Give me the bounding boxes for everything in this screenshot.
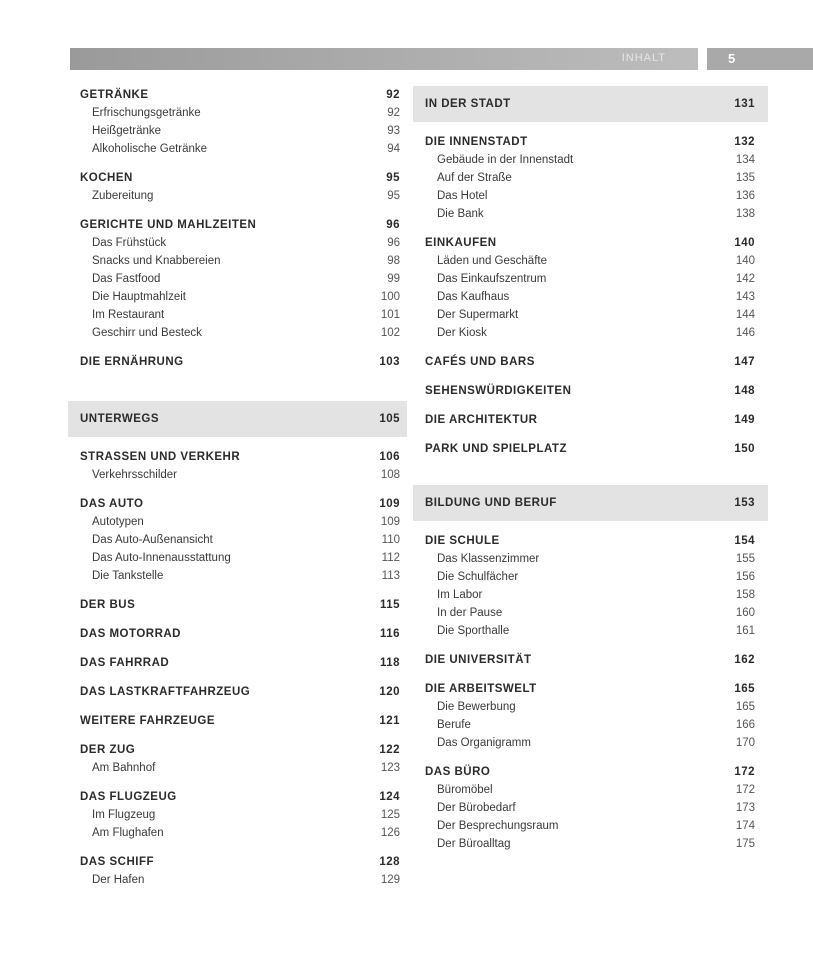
entry-label: Der Supermarkt: [437, 309, 519, 321]
entry-label: Im Flugzeug: [92, 809, 156, 821]
section-kochen: [80, 169, 400, 205]
section-heading: [80, 654, 400, 672]
section-title: DIE ARCHITEKTUR: [425, 414, 538, 426]
entry-page: 144: [735, 309, 755, 321]
section-das-motorrad: [80, 625, 400, 643]
section-heading: [80, 495, 400, 513]
section-page: 128: [379, 856, 400, 868]
toc-entry: [425, 622, 755, 640]
entry-label: Das Klassenzimmer: [437, 553, 540, 565]
section-title: DIE INNENSTADT: [425, 136, 528, 148]
section-title: GETRÄNKE: [80, 89, 149, 101]
entry-page: 101: [380, 309, 400, 321]
entry-page: 158: [735, 589, 755, 601]
toc-entry: [80, 871, 400, 889]
toc-entry: [80, 140, 400, 158]
entry-label: Der Büroalltag: [437, 838, 511, 850]
toc-entry: [425, 835, 755, 853]
toc-entry: [425, 716, 755, 734]
section-heading: [80, 353, 400, 371]
section-getranke: [80, 86, 400, 158]
section-park-und-spielplatz: [425, 440, 755, 458]
entry-page: 143: [735, 291, 755, 303]
toc-entry: [425, 550, 755, 568]
section-page: 132: [734, 136, 755, 148]
chapter-bildung-und-beruf: [413, 485, 768, 521]
entry-label: Das Hotel: [437, 190, 488, 202]
section-die-innenstadt: [425, 133, 755, 223]
entry-label: Das Einkaufszentrum: [437, 273, 547, 285]
section-sehenswurdigkeiten: [425, 382, 755, 400]
section-die-schule: [425, 532, 755, 640]
toc-entry: [425, 288, 755, 306]
entry-page: 140: [735, 255, 755, 267]
section-heading: [425, 411, 755, 429]
section-title: STRASSEN UND VERKEHR: [80, 451, 241, 463]
toc-entry: [80, 531, 400, 549]
chapter-title: BILDUNG UND BERUF: [425, 497, 557, 509]
entry-label: Die Bewerbung: [437, 701, 516, 713]
entry-page: 125: [380, 809, 400, 821]
section-title: DIE SCHULE: [425, 535, 500, 547]
chapter-in-der-stadt: [413, 86, 768, 122]
entry-page: 100: [380, 291, 400, 303]
toc-entry: [80, 104, 400, 122]
entry-label: Erfrischungsgetränke: [92, 107, 201, 119]
chapter-unterwegs: [68, 401, 407, 437]
section-heading: [80, 788, 400, 806]
entry-page: 123: [380, 762, 400, 774]
section-weitere-fahrzeuge: [80, 712, 400, 730]
section-page: 140: [734, 237, 755, 249]
section-page: 162: [734, 654, 755, 666]
section-das-flugzeug: [80, 788, 400, 842]
section-der-zug: [80, 741, 400, 777]
entry-label: Der Bürobedarf: [437, 802, 516, 814]
section-page: 109: [379, 498, 400, 510]
section-page: 106: [379, 451, 400, 463]
section-strassen-und-verkehr: [80, 448, 400, 484]
section-das-buro: [425, 763, 755, 853]
entry-page: 109: [380, 516, 400, 528]
entry-label: Berufe: [437, 719, 471, 731]
entry-label: Läden und Geschäfte: [437, 255, 547, 267]
section-title: DAS SCHIFF: [80, 856, 154, 868]
entry-page: 155: [735, 553, 755, 565]
section-title: CAFÉS UND BARS: [425, 356, 535, 368]
section-title: DAS FLUGZEUG: [80, 791, 177, 803]
entry-label: Büromöbel: [437, 784, 493, 796]
section-title: DAS LASTKRAFTFAHRZEUG: [80, 686, 251, 698]
entry-label: Autotypen: [92, 516, 144, 528]
entry-page: 161: [735, 625, 755, 637]
entry-label: Verkehrsschilder: [92, 469, 178, 481]
entry-page: 110: [381, 534, 400, 546]
entry-page: 126: [380, 827, 400, 839]
entry-label: Zubereitung: [92, 190, 154, 202]
entry-page: 112: [381, 552, 400, 564]
entry-page: 95: [387, 190, 400, 202]
toc-entry: [80, 567, 400, 585]
toc-entry: [425, 306, 755, 324]
section-page: 103: [379, 356, 400, 368]
entry-page: 129: [380, 874, 400, 886]
entry-label: Am Bahnhof: [92, 762, 156, 774]
header-bar: [70, 48, 698, 70]
entry-label: Gebäude in der Innenstadt: [437, 154, 574, 166]
section-title: DAS AUTO: [80, 498, 144, 510]
entry-page: 165: [735, 701, 755, 713]
section-der-bus: [80, 596, 400, 614]
toc-entry: [425, 817, 755, 835]
toc-entry: [425, 799, 755, 817]
entry-page: 113: [381, 570, 400, 582]
toc-entry: [425, 169, 755, 187]
section-die-ernahrung: [80, 353, 400, 371]
section-die-universitat: [425, 651, 755, 669]
toc-entry: [80, 324, 400, 342]
section-heading: [425, 133, 755, 151]
entry-page: 102: [380, 327, 400, 339]
entry-page: 93: [387, 125, 400, 137]
section-die-arbeitswelt: [425, 680, 755, 752]
entry-page: 94: [387, 143, 400, 155]
toc-entry: [80, 806, 400, 824]
toc-left-column: [80, 86, 400, 889]
chapter-title: UNTERWEGS: [80, 413, 160, 425]
toc-entry: [80, 549, 400, 567]
section-title: SEHENSWÜRDIGKEITEN: [425, 385, 572, 397]
entry-page: 160: [735, 607, 755, 619]
toc-entry: [80, 122, 400, 140]
entry-page: 99: [387, 273, 400, 285]
section-page: 121: [379, 715, 400, 727]
section-page: 116: [379, 628, 400, 640]
section-title: EINKAUFEN: [425, 237, 497, 249]
entry-label: Die Schulfächer: [437, 571, 519, 583]
section-heading: [80, 853, 400, 871]
section-heading: [80, 712, 400, 730]
toc-entry: [425, 252, 755, 270]
section-heading: [80, 448, 400, 466]
entry-page: 175: [735, 838, 755, 850]
section-page: 172: [734, 766, 755, 778]
section-heading: [80, 86, 400, 104]
toc-right-column: [425, 86, 755, 853]
section-page: 150: [734, 443, 755, 455]
section-title: DIE UNIVERSITÄT: [425, 654, 532, 666]
toc-entry: [80, 270, 400, 288]
entry-page: 135: [735, 172, 755, 184]
section-heading: [80, 169, 400, 187]
entry-label: Die Bank: [437, 208, 484, 220]
section-heading: [425, 763, 755, 781]
section-page: 154: [734, 535, 755, 547]
section-title: DAS FAHRRAD: [80, 657, 170, 669]
entry-label: Die Sporthalle: [437, 625, 510, 637]
section-page: 118: [379, 657, 400, 669]
page-number: 5: [728, 51, 736, 66]
entry-page: 166: [735, 719, 755, 731]
entry-label: Die Hauptmahlzeit: [92, 291, 186, 303]
section-das-schiff: [80, 853, 400, 889]
section-die-architektur: [425, 411, 755, 429]
section-page: 115: [379, 599, 400, 611]
toc-entry: [425, 205, 755, 223]
toc-entry: [425, 270, 755, 288]
entry-page: 134: [735, 154, 755, 166]
entry-page: 173: [735, 802, 755, 814]
entry-label: Im Labor: [437, 589, 483, 601]
entry-page: 172: [735, 784, 755, 796]
entry-label: Im Restaurant: [92, 309, 165, 321]
section-title: DAS MOTORRAD: [80, 628, 181, 640]
section-title: DIE ARBEITSWELT: [425, 683, 537, 695]
section-das-lastkraftfahrzeug: [80, 683, 400, 701]
toc-entry: [80, 306, 400, 324]
section-page: 165: [734, 683, 755, 695]
chapter-page: 131: [734, 98, 755, 110]
section-title: PARK UND SPIELPLATZ: [425, 443, 567, 455]
section-heading: [80, 216, 400, 234]
section-title: DER BUS: [80, 599, 136, 611]
entry-label: Das Kaufhaus: [437, 291, 510, 303]
section-title: KOCHEN: [80, 172, 133, 184]
toc-entry: [80, 759, 400, 777]
section-einkaufen: [425, 234, 755, 342]
entry-label: Snacks und Knabbereien: [92, 255, 221, 267]
chapter-page: 105: [379, 413, 400, 425]
toc-entry: [425, 586, 755, 604]
section-heading: [425, 680, 755, 698]
entry-label: Der Hafen: [92, 874, 145, 886]
entry-label: Geschirr und Besteck: [92, 327, 202, 339]
page-number-box: [707, 48, 813, 70]
section-page: 95: [386, 172, 400, 184]
toc-entry: [425, 604, 755, 622]
section-heading: [80, 741, 400, 759]
section-page: 124: [379, 791, 400, 803]
entry-page: 174: [735, 820, 755, 832]
entry-label: Am Flughafen: [92, 827, 164, 839]
toc-entry: [80, 234, 400, 252]
section-page: 147: [734, 356, 755, 368]
entry-label: Der Kiosk: [437, 327, 487, 339]
section-gerichte-und-mahlzeiten: [80, 216, 400, 342]
toc-entry: [425, 734, 755, 752]
toc-entry: [80, 513, 400, 531]
section-page: 122: [379, 744, 400, 756]
toc-entry: [425, 568, 755, 586]
section-page: 92: [386, 89, 400, 101]
section-heading: [425, 651, 755, 669]
entry-label: Auf der Straße: [437, 172, 512, 184]
entry-label: Der Besprechungsraum: [437, 820, 559, 832]
toc-entry: [425, 187, 755, 205]
section-page: 149: [734, 414, 755, 426]
entry-page: 92: [387, 107, 400, 119]
section-title: DIE ERNÄHRUNG: [80, 356, 184, 368]
section-page: 120: [379, 686, 400, 698]
section-page: 148: [734, 385, 755, 397]
toc-entry: [425, 781, 755, 799]
toc-entry: [425, 324, 755, 342]
entry-label: Das Fastfood: [92, 273, 161, 285]
entry-page: 138: [735, 208, 755, 220]
chapter-page: 153: [734, 497, 755, 509]
section-heading: [425, 234, 755, 252]
entry-page: 136: [735, 190, 755, 202]
section-page: 96: [386, 219, 400, 231]
section-heading: [425, 382, 755, 400]
toc-entry: [80, 252, 400, 270]
section-heading: [80, 683, 400, 701]
section-title: DAS BÜRO: [425, 766, 491, 778]
entry-page: 98: [387, 255, 400, 267]
header-title: INHALT: [621, 52, 666, 64]
section-heading: [425, 440, 755, 458]
entry-page: 146: [735, 327, 755, 339]
toc-entry: [80, 466, 400, 484]
entry-label: Heißgetränke: [92, 125, 162, 137]
entry-page: 156: [735, 571, 755, 583]
section-das-fahrrad: [80, 654, 400, 672]
toc-entry: [80, 187, 400, 205]
section-heading: [80, 596, 400, 614]
entry-label: In der Pause: [437, 607, 503, 619]
entry-page: 96: [387, 237, 400, 249]
entry-label: Alkoholische Getränke: [92, 143, 208, 155]
toc-entry: [80, 824, 400, 842]
entry-label: Das Organigramm: [437, 737, 531, 749]
entry-label: Das Frühstück: [92, 237, 167, 249]
entry-label: Die Tankstelle: [92, 570, 164, 582]
section-title: WEITERE FAHRZEUGE: [80, 715, 216, 727]
entry-page: 108: [380, 469, 400, 481]
section-heading: [425, 353, 755, 371]
toc-entry: [80, 288, 400, 306]
section-das-auto: [80, 495, 400, 585]
section-heading: [80, 625, 400, 643]
chapter-title: IN DER STADT: [425, 98, 511, 110]
entry-page: 142: [735, 273, 755, 285]
entry-label: Das Auto-Innenausstattung: [92, 552, 231, 564]
section-cafes-und-bars: [425, 353, 755, 371]
toc-entry: [425, 698, 755, 716]
section-title: GERICHTE UND MAHLZEITEN: [80, 219, 257, 231]
section-heading: [425, 532, 755, 550]
entry-page: 170: [735, 737, 755, 749]
section-title: DER ZUG: [80, 744, 136, 756]
toc-entry: [425, 151, 755, 169]
entry-label: Das Auto-Außenansicht: [92, 534, 213, 546]
